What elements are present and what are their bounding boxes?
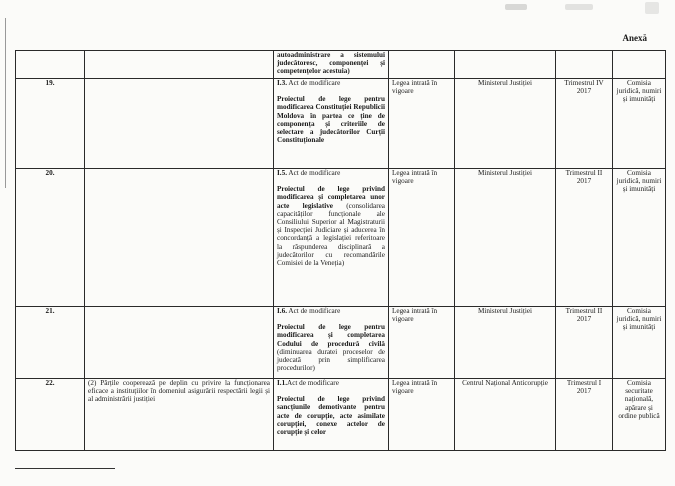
deadline-cell: Trimestrul IV 2017 <box>556 79 613 169</box>
table-row <box>16 51 666 79</box>
result-cell: Legea intrată în vigoare <box>389 379 455 451</box>
act-type: Act de modificare <box>288 307 341 315</box>
act-header <box>277 379 385 387</box>
table-row <box>16 79 666 169</box>
result-cell: Legea intrată în vigoare <box>389 79 455 169</box>
act-code: I.6. <box>277 307 287 315</box>
act-cell <box>274 307 389 379</box>
table-row <box>16 379 666 451</box>
scan-artifact <box>505 4 527 10</box>
row-number: 21. <box>16 307 85 379</box>
act-cell <box>274 169 389 307</box>
act-cell <box>274 79 389 169</box>
result-cell: Legea intrată în vigoare <box>389 169 455 307</box>
deadline-cell: Trimestrul I 2017 <box>556 379 613 451</box>
act-code: I.5. <box>277 169 287 177</box>
act-code: I.1. <box>277 379 287 387</box>
act-header <box>277 169 385 177</box>
institution-cell: Ministerul Justiției <box>455 79 556 169</box>
institution-cell: Ministerul Justiției <box>455 307 556 379</box>
result-cell <box>389 51 455 79</box>
deadline-cell: Trimestrul II 2017 <box>556 307 613 379</box>
act-body-bold: Proiectul de lege privind modificarea și completarea unor acte legislative <box>277 185 385 210</box>
scan-artifact <box>565 4 593 10</box>
scan-edge-line <box>5 18 6 188</box>
institution-cell <box>455 51 556 79</box>
act-cell <box>274 51 389 79</box>
provision-cell: (2) Părțile cooperează pe deplin cu privire la funcționarea eficace a instituțiilor în domeniul asigurării respectării legii și al administrării justiției <box>85 379 274 451</box>
row-number: 22. <box>16 379 85 451</box>
act-type: Act de modificare <box>288 169 341 177</box>
institution-cell: Ministerul Justiției <box>455 169 556 307</box>
commission-cell: Comisia juridică, numiri și imunități <box>613 79 666 169</box>
act-cell <box>274 379 389 451</box>
act-body-detail: (consolidarea capacităților funcționale ale Consiliului Superior al Magistraturii și Inspecției Judiciare și aducerea în concordanță a legislației referitoare la răspunderea disciplinară a judecătorilor cu recomandările Comisiei de la Veneția) <box>277 201 385 268</box>
commission-cell <box>613 51 666 79</box>
footnote-rule <box>15 468 115 469</box>
result-cell: Legea intrată în vigoare <box>389 307 455 379</box>
commission-cell: Comisia juridică, numiri și imunități <box>613 169 666 307</box>
row-number <box>16 51 85 79</box>
row-number: 20. <box>16 169 85 307</box>
row-number: 19. <box>16 79 85 169</box>
act-type: Act de modificare <box>287 379 339 387</box>
act-code: I.3. <box>277 79 287 87</box>
commission-cell: Comisia juridică, numiri și imunități <box>613 307 666 379</box>
act-type: Act de modificare <box>288 79 341 87</box>
act-body <box>277 323 385 372</box>
deadline-cell: Trimestrul II 2017 <box>556 169 613 307</box>
scan-artifact <box>645 2 659 14</box>
act-body <box>277 185 385 267</box>
table-row <box>16 169 666 307</box>
deadline-cell <box>556 51 613 79</box>
act-body: autoadministrare a sistemului judecătoresc, componenței și competențelor acestuia) <box>277 51 385 76</box>
act-body-detail: (diminuarea duratei proceselor de judecată prin simplificarea procedurilor) <box>277 347 385 373</box>
act-header <box>277 307 385 315</box>
act-header <box>277 79 385 87</box>
provision-cell <box>85 307 274 379</box>
provision-cell <box>85 169 274 307</box>
act-body: Proiectul de lege privind sancțiunile demotivante pentru acte de corupție, acte asimilate corupției, conexe actelor de corupție și celor <box>277 395 385 437</box>
act-body-bold: Proiectul de lege pentru modificarea și completarea Codului de procedură civilă <box>277 323 385 348</box>
commission-cell: Comisia securitate națională, apărare și ordine publică <box>613 379 666 451</box>
action-plan-table <box>15 50 666 451</box>
table-row <box>16 307 666 379</box>
annex-label: Anexă <box>622 33 647 43</box>
act-body: Proiectul de lege pentru modificarea Constituției Republicii Moldova în partea ce ține de componența și criteriile de selectare a judecătorilor Curții Constituționale <box>277 95 385 145</box>
institution-cell: Centrul Național Anticorupție <box>455 379 556 451</box>
provision-cell <box>85 79 274 169</box>
provision-cell <box>85 51 274 79</box>
